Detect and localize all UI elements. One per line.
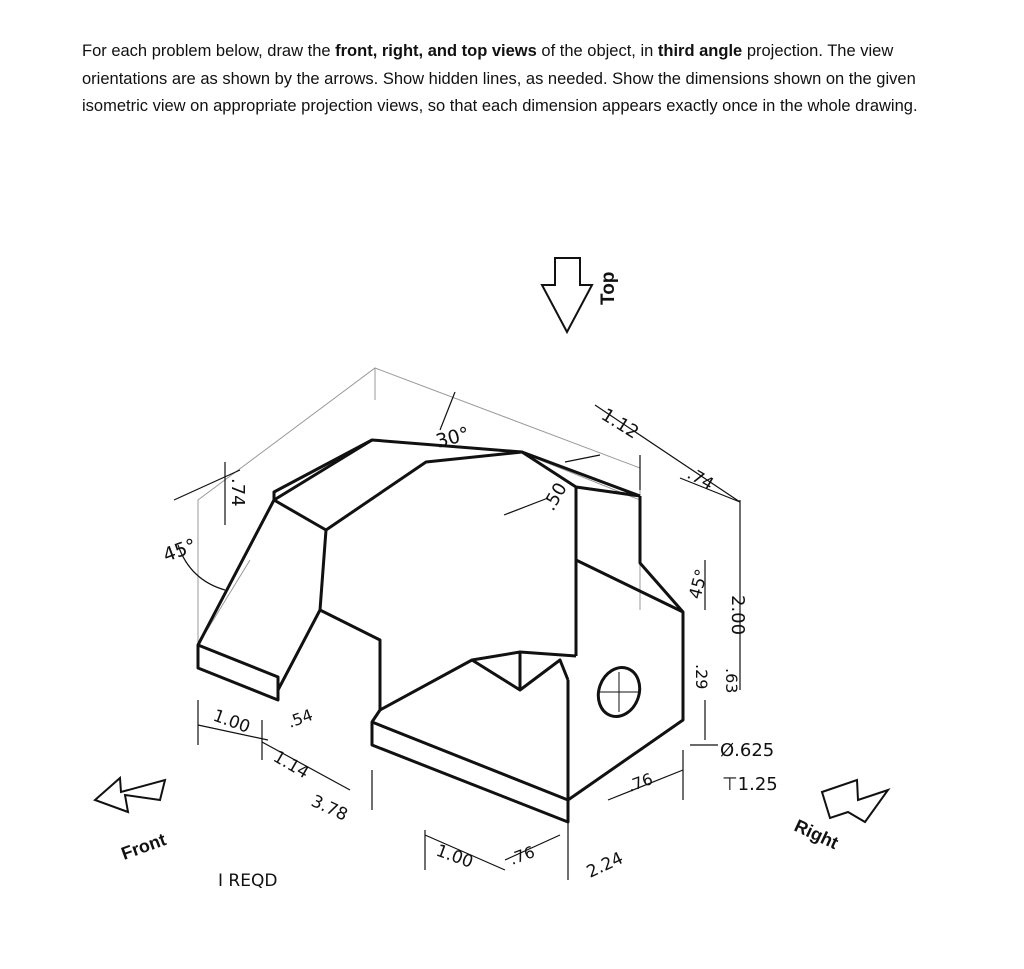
hole-diameter-callout: Ø.625 [720, 740, 775, 761]
dim-76-right: .76 [624, 769, 656, 796]
dim-114: 1.14 [269, 747, 313, 784]
angle-30-label: 30° [433, 422, 472, 453]
left-wing-front-face [198, 645, 278, 700]
wedge-top-edges [274, 452, 576, 530]
right-view-label: Right [791, 815, 842, 854]
dim-50: .50 [539, 479, 572, 515]
slot-top-edge [520, 652, 576, 656]
hole-depth-callout: ⊤1.25 [722, 774, 778, 795]
front-view-label: Front [118, 829, 169, 864]
dim-63: .63 [722, 668, 741, 694]
front-view-arrow [95, 778, 165, 812]
quantity-note: I REQD [218, 871, 278, 891]
instructions-part-3: projection. The view orientations are as shown by the arrows. Show hidden lines, as needed. Show the dimensions shown on the given isometric view on appropriate projection views, so that each dimension appears exactly once in the whole drawing. [82, 42, 918, 115]
right-view-arrow [822, 780, 888, 822]
left-slope-top-edge [198, 440, 372, 645]
dim-224: 2.24 [583, 848, 627, 883]
right-lug-outline [568, 560, 683, 800]
slot-left-side [278, 610, 380, 722]
dim-100-front: 1.00 [433, 840, 476, 873]
slot-back-edge [320, 530, 326, 610]
dim-378: 3.78 [307, 791, 351, 826]
instructions-views-emphasis: front, right, and top views [335, 42, 537, 60]
dim-200: 2.00 [727, 595, 748, 636]
instructions-part-2: of the object, in [536, 42, 658, 60]
dim-74-left: .74 [227, 478, 248, 507]
angle-45-left-label: 45° [160, 534, 200, 567]
dim-112: 1.12 [597, 404, 643, 444]
top-view-arrow [542, 258, 592, 332]
top-view-label: Top [598, 271, 619, 305]
dim-100-left: 1.00 [210, 705, 253, 738]
right-wing-front-face [372, 722, 568, 822]
instructions-part-1: For each problem below, draw the [82, 42, 336, 60]
upper-back-edges [274, 440, 640, 500]
dim-74-right: .74 [683, 464, 717, 495]
dim-54: .54 [284, 705, 316, 732]
dim-29: .29 [692, 664, 711, 690]
angle-45-right-label: 45° [685, 567, 713, 602]
dim-76-front: .76 [506, 842, 538, 869]
slot-bottom-edges [380, 660, 568, 710]
instructions-projection-emphasis: third angle [657, 42, 743, 60]
